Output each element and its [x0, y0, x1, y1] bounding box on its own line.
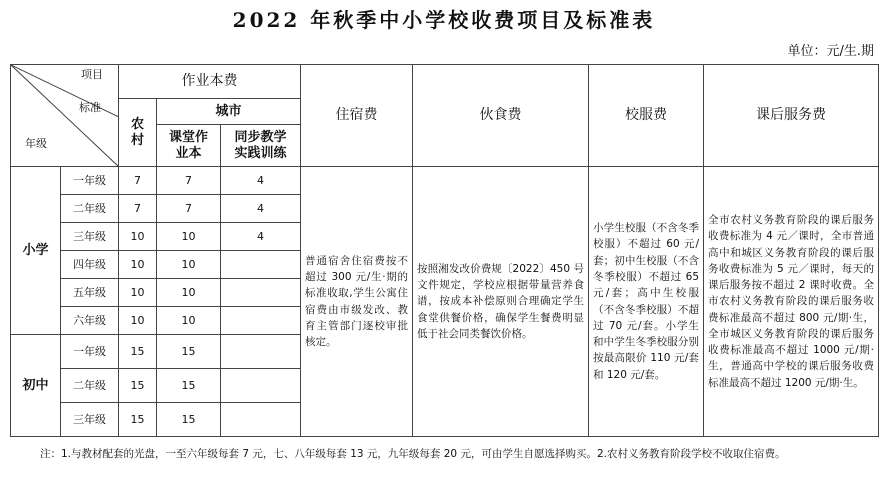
rural-fee: 10 — [119, 251, 157, 279]
meals-note: 按照湘发改价费规〔2022〕450 号文件规定，学校应根据带量营养食谱，按成本补偿原则合理确定学生食堂供餐价格，确保学生餐费明显低于社会同类餐饮价格。 — [413, 167, 589, 437]
grade-label: 一年级 — [61, 167, 119, 195]
grade-label: 五年级 — [61, 279, 119, 307]
sync-training-fee — [221, 335, 301, 369]
city-workbook-fee: 7 — [157, 195, 221, 223]
header-workbook-fee: 作业本费 — [119, 65, 301, 99]
sync-training-fee: 4 — [221, 195, 301, 223]
after-school-note: 全市农村义务教育阶段的课后服务收费标准为 4 元／课时，全市普通高中和城区义务教育阶段的课后服务收费标准为 5 元／课时，每天的课后服务按不超过 2 课时收费。全市农村义务教育阶段的课后服务收费标准最高不超过 800 元/期·生，全市城区义务教育阶段的课后服务收费标准最高不超过 1000 元/期·生，普通高中学校的课后服务收费标准最高不超过 1200 元/期·生。 — [704, 167, 879, 437]
header-class-workbook: 课堂作业本 — [157, 125, 221, 167]
header-rural: 农村 — [119, 99, 157, 167]
section-junior: 初中 — [11, 335, 61, 437]
city-workbook-fee: 10 — [157, 307, 221, 335]
grade-label: 六年级 — [61, 307, 119, 335]
rural-fee: 15 — [119, 369, 157, 403]
grade-label: 一年级 — [61, 335, 119, 369]
grade-label: 三年级 — [61, 223, 119, 251]
header-city: 城市 — [157, 99, 301, 125]
rural-fee: 15 — [119, 403, 157, 437]
unit-label: 单位：元/生.期 — [787, 44, 874, 59]
uniform-note: 小学生校服（不含冬季校服）不超过 60 元/套；初中生校服（不含冬季校服）不超过 65 元/套；高中生校服（不含冬季校服）不超过 70 元/套。小学生和中学生冬季校服分别按最高限价 110 元/套和 120 元/套。 — [589, 167, 704, 437]
footer-note: 注：1.与教材配套的光盘，一至六年级每套 7 元，七、八年级每套 13 元，九年级每套 20 元，可由学生自愿选择购买。2.农村义务教育阶段学校不收取住宿费。 — [40, 448, 786, 460]
header-accommodation: 住宿费 — [301, 65, 413, 167]
sync-training-fee — [221, 251, 301, 279]
header-after-school: 课后服务费 — [704, 65, 879, 167]
grade-label: 三年级 — [61, 403, 119, 437]
rural-fee: 10 — [119, 223, 157, 251]
sync-training-fee — [221, 307, 301, 335]
city-workbook-fee: 15 — [157, 403, 221, 437]
city-workbook-fee: 10 — [157, 279, 221, 307]
rural-fee: 7 — [119, 195, 157, 223]
header-standard: 标准 — [79, 101, 101, 114]
accommodation-note: 普通宿舍住宿费按不超过 300 元/生·期的标准收取,学生公寓住宿费由市级发改、教育主管部门逐校审批核定。 — [301, 167, 413, 437]
city-workbook-fee: 15 — [157, 369, 221, 403]
header-item: 项目 — [81, 68, 103, 81]
city-workbook-fee: 7 — [157, 167, 221, 195]
sync-training-fee — [221, 369, 301, 403]
sync-training-fee: 4 — [221, 167, 301, 195]
sync-training-fee: 4 — [221, 223, 301, 251]
header-sync-training: 同步教学实践训练 — [221, 125, 301, 167]
city-workbook-fee: 10 — [157, 223, 221, 251]
city-workbook-fee: 15 — [157, 335, 221, 369]
diagonal-header-cell — [11, 65, 119, 167]
header-uniform: 校服费 — [589, 65, 704, 167]
city-workbook-fee: 10 — [157, 251, 221, 279]
rural-fee: 10 — [119, 307, 157, 335]
grade-label: 二年级 — [61, 369, 119, 403]
grade-label: 四年级 — [61, 251, 119, 279]
rural-fee: 15 — [119, 335, 157, 369]
section-primary: 小学 — [11, 167, 61, 335]
header-grade: 年级 — [25, 137, 47, 150]
header-meals: 伙食费 — [413, 65, 589, 167]
sync-training-fee — [221, 403, 301, 437]
rural-fee: 10 — [119, 279, 157, 307]
rural-fee: 7 — [119, 167, 157, 195]
fee-table — [10, 64, 879, 437]
document-title: 2022 年秋季中小学校收费项目及标准表 — [232, 8, 656, 32]
sync-training-fee — [221, 279, 301, 307]
grade-label: 二年级 — [61, 195, 119, 223]
